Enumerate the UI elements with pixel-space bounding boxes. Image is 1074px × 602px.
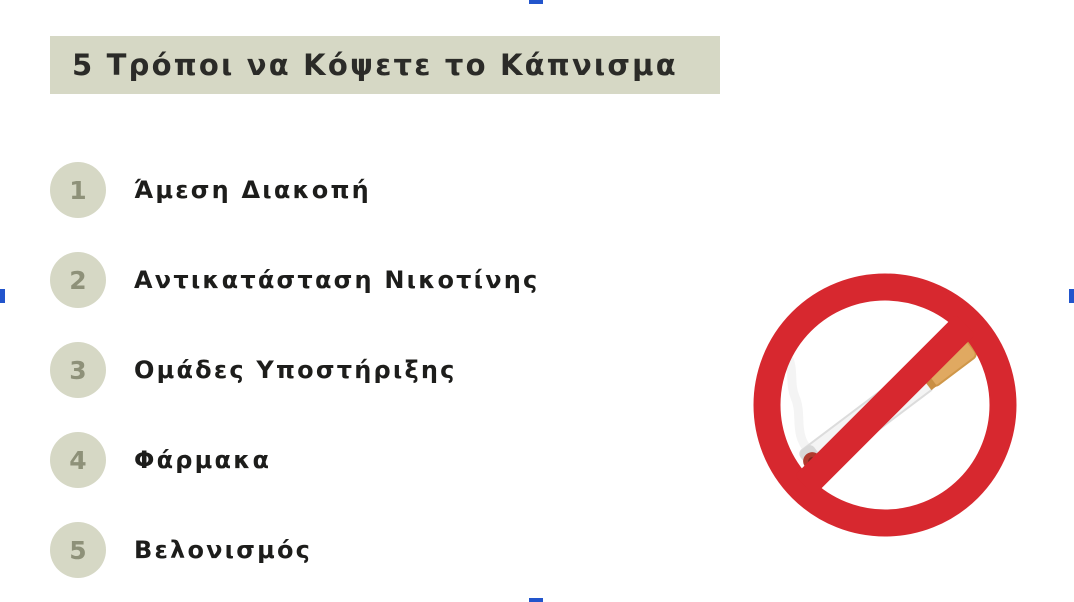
- list-item: [50, 325, 690, 415]
- crop-mark-left: [0, 289, 5, 303]
- list-item-number-badge: 2: [50, 252, 106, 308]
- list-item-number-badge: 5: [50, 522, 106, 578]
- crop-mark-bottom: [529, 598, 543, 602]
- crop-mark-top: [529, 0, 543, 4]
- list-item-number-badge: 3: [50, 342, 106, 398]
- list-item-label: Βελονισμός: [134, 536, 313, 564]
- list-item-label: Φάρμακα: [134, 446, 272, 474]
- list-item: [50, 235, 690, 325]
- list-item-label: Ομάδες Υποστήριξης: [134, 356, 457, 384]
- crop-mark-right: [1069, 289, 1074, 303]
- page-title: 5 Τρόποι να Κόψετε το Κάπνισμα: [72, 48, 678, 82]
- list-item-number-badge: 4: [50, 432, 106, 488]
- methods-list: [50, 145, 690, 595]
- no-smoking-icon: [735, 255, 1035, 555]
- title-band: [50, 36, 720, 94]
- list-item: [50, 505, 690, 595]
- list-item-label: Αντικατάσταση Νικοτίνης: [134, 266, 540, 294]
- list-item: [50, 145, 690, 235]
- list-item-number-badge: 1: [50, 162, 106, 218]
- list-item: [50, 415, 690, 505]
- prohibition-sign-icon: [767, 287, 1003, 523]
- list-item-label: Άμεση Διακοπή: [134, 176, 371, 204]
